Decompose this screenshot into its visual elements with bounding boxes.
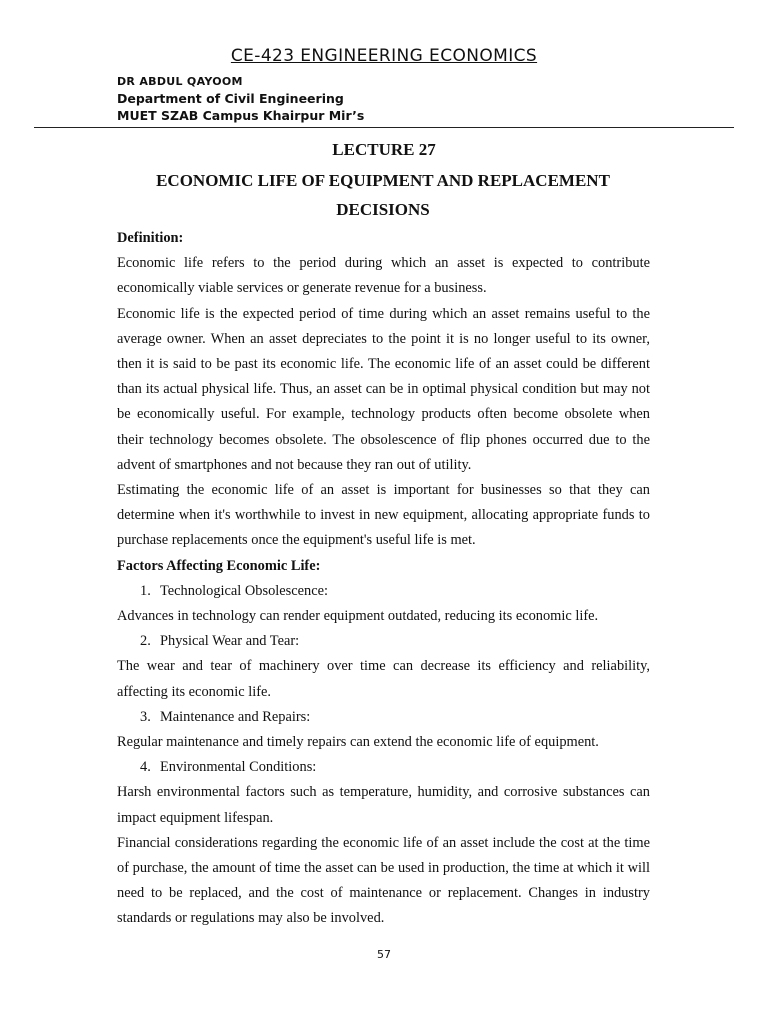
factor-number: 1. — [140, 582, 151, 599]
paragraph: Economic life refers to the period during which an asset is expected to contribute economically viable services or generate revenue for a business. — [117, 255, 650, 297]
definition-heading: Definition: — [117, 230, 184, 246]
factor-label: Technological Obsolescence: — [160, 582, 329, 599]
factor-label: Maintenance and Repairs: — [160, 708, 311, 725]
factor-item — [117, 705, 650, 730]
paragraph: Economic life is the expected period of time during which an asset remains useful to the average owner. When an asset depreciates to the point it is no longer useful to its owner, then it is said to be past its economic life. The economic life of an asset could be different than its actual physical life. Thus, an asset can be in optimal physical condition but may not be economically useful. For example, technology products often become obsolete when their technology becomes obsolete. The obsolescence of flip phones occurred due to the advent of smartphones and not because they ran out of utility. — [117, 305, 650, 473]
factor-description: Harsh environmental factors such as temperature, humidity, and corrosive substances can impact equipment lifespan. — [117, 784, 650, 826]
factor-item — [117, 629, 650, 654]
paragraph: Estimating the economic life of an asset is important for businesses so that they can determine when it's worthwhile to invest in new equipment, allocating appropriate funds to purchase replacements once the equipment's useful life is met. — [117, 482, 650, 549]
factors-heading: Factors Affecting Economic Life: — [117, 557, 321, 574]
factor-item — [117, 755, 650, 780]
factor-label: Physical Wear and Tear: — [160, 633, 300, 650]
factor-description: Advances in technology can render equipment outdated, reducing its economic life. — [117, 608, 599, 625]
paragraph: Financial considerations regarding the economic life of an asset include the cost at the time of purchase, the amount of time the asset can be used in production, the time at which it will need to be replaced, and the cost of maintenance or replacement. Changes in industry standards or regulations may also be involved. — [117, 834, 650, 927]
factor-label: Environmental Conditions: — [160, 759, 317, 776]
lecture-title: ECONOMIC LIFE OF EQUIPMENT AND REPLACEMENT DECISIONS — [156, 171, 610, 219]
header-divider — [34, 127, 734, 128]
factor-number: 4. — [140, 759, 151, 776]
page-number: 57 — [377, 948, 391, 961]
author-block — [117, 73, 364, 124]
factor-description: The wear and tear of machinery over time can decrease its efficiency and reliability, affecting its economic life. — [117, 658, 650, 700]
factor-number: 3. — [140, 708, 151, 725]
department-name: Department of Civil Engineering — [117, 91, 344, 106]
lecture-content — [117, 226, 650, 932]
author-name: DR ABDUL QAYOOM — [117, 75, 243, 88]
campus-name: MUET SZAB Campus Khairpur Mir’s — [117, 108, 365, 123]
lecture-number: LECTURE 27 — [332, 140, 436, 159]
factor-description: Regular maintenance and timely repairs can extend the economic life of equipment. — [117, 734, 599, 751]
factor-number: 2. — [140, 633, 151, 650]
course-title: CE-423 ENGINEERING ECONOMICS — [230, 46, 538, 66]
factor-item — [117, 579, 650, 604]
